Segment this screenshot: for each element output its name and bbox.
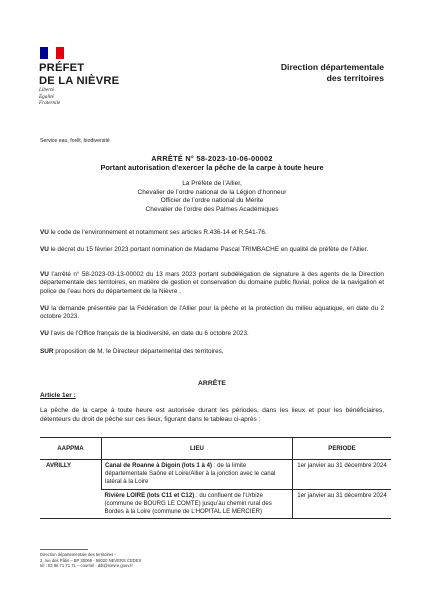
visa-paragraph [40,271,384,296]
footer-line: 2, rue des Pâtis – BP 30069 - 58020 NEVERS CEDEX [40,557,142,563]
prefet-line-1: PRÉFET [39,62,85,74]
table-header-row [40,438,391,460]
visa-text: la demande présentée par la Fédération de l’Allier pour la pêche et la protection du milieu aquatique, en date du 2 octobre 2023. [40,305,384,321]
lieu-name: Canal de Roanne à Digoin (lots 1 à 4) [105,462,212,469]
visa-text: l’arrêté n° 58-2023-03-13-00002 du 13 mars 2023 portant subdélégation de signature à des agents de la Direction départementale des territoires, en matière de gestion et conservation du domaine public fluvial, police de la navigation et police de l’eau hors du département de la Nièvre . [40,271,384,295]
article-1-intro: La pêche de la carpe à toute heure est autorisée durant les périodes, dans les lieux et pour les bénéficiaires, détenteurs du droit de pêche sur ces lieux, figurant dans le tableau ci-après : [40,407,384,423]
direction-heading [281,62,384,84]
visa-text: le code de l’environnement et notamment ses articles R.436-14 et R.541-76. [48,229,267,236]
visa-text: l’avis de l’Office français de la biodiversité, en date du 6 octobre 2023. [48,330,249,337]
arrete-title: ARRÊTE [198,380,226,387]
visa-lead: SUR [40,348,54,355]
arrete-subject: Portant autorisation d’exercer la pêche de la carpe à toute heure [100,163,324,172]
footer-line: tél : 03 86 71 71 71 – courriel : ddt@nievre.gouv.fr [40,563,133,569]
prefete-title-line: Officier de l’ordre national du Mérite [160,197,264,205]
devise-liberte: Liberté [39,87,54,93]
devise-egalite: Égalité [39,93,54,100]
visa-paragraph [40,348,384,356]
prefete-title-line: Chevalier de l’ordre national de la Légion d’honneur [137,188,287,196]
visa-lead: VU [40,271,49,278]
lieu-name: Rivière LOIRE (lots C11 et C12) [104,491,195,499]
cell-lieu [102,460,293,490]
prefet-title [39,62,119,87]
visa-lead: VU [40,246,49,253]
direction-line-1: Direction départementale [280,62,384,72]
devise-fraternite: Fraternité [39,100,61,107]
visa-paragraph [40,330,384,338]
column-header-lieu: LIEU [102,438,293,460]
prefete-block [0,180,424,214]
cell-aappma: AVRILLY [40,460,102,519]
visa-paragraph [40,246,384,254]
footer-divider [40,549,88,550]
devise [39,87,60,107]
arrete-heading [0,154,424,172]
arrete-number: ARRÊTÉ N° 58-2023-10-06-00002 [151,154,273,163]
column-header-periode: PERIODE [293,438,392,460]
prefet-line-2: DE LA NIÈVRE [39,74,120,87]
cell-periode: 1er janvier au 31 décembre 2024 [293,460,392,490]
lieu-description: : du confluent de l’Urbize (commune de BOURG LE COMTE) jusqu’au chemin rural des Bordes à la Loire (commune de L’HOPITAL LE MERCIER) [104,491,272,515]
visa-text: le décret du 15 février 2023 portant nomination de Madame Pascal TRIMBACHE en qualité de préfète de l’Allier. [48,246,369,253]
service-label: Service eau, forêt, biodiversité [40,138,110,144]
footer-address [40,552,141,569]
prefete-title-line: Chevalier de l’ordre des Palmes Académiques [145,205,279,213]
footer-line: Direction départementale des territoires - [40,552,116,557]
marianne-profile-icon [45,48,59,58]
cell-lieu [102,489,293,519]
visa-lead: VU [40,305,49,312]
lieu-description: : de la limite départementale Saône et Loire/Allier à la jonction avec le canal latéral à la Loire [105,462,276,485]
prefete-line: La Préfète de l’Allier, [182,180,242,187]
authorization-table [40,437,391,519]
column-header-aappma: AAPPMA [40,438,102,460]
article-1-heading: Article 1er : [40,392,76,399]
visa-lead: VU [40,330,49,337]
visa-text: proposition de M. le Directeur départemental des territoires, [53,348,224,355]
visa-paragraph [40,229,384,237]
table-row [40,460,391,490]
cell-periode: 1er janvier au 31 décembre 2024 [293,489,392,519]
visa-paragraph [40,305,384,322]
visa-lead: VU [40,229,49,236]
direction-line-2: des territoires [326,73,384,83]
